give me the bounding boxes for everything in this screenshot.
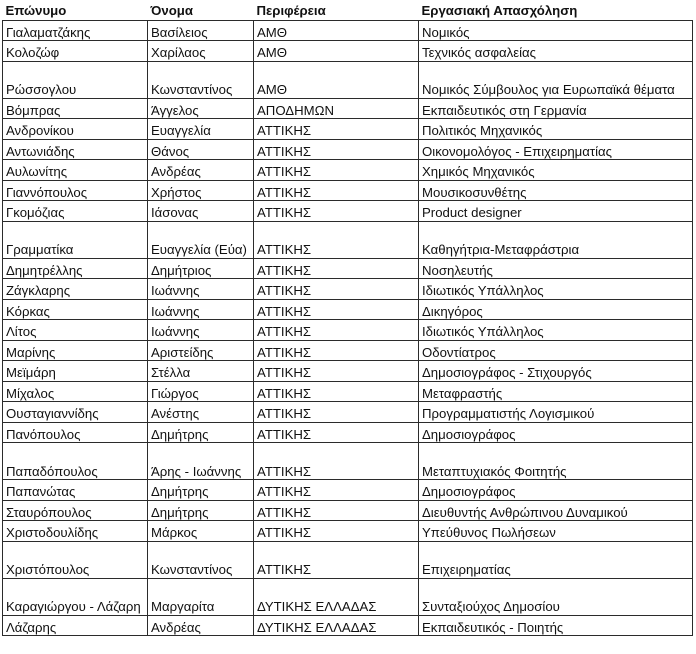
header-occupation: Εργασιακή Απασχόληση — [419, 2, 693, 20]
region-cell: ΑΤΤΙΚΗΣ — [254, 180, 419, 201]
surname-cell: Αυλωνίτης — [3, 160, 148, 181]
surname-cell: Ανδρονίκου — [3, 119, 148, 140]
first-name-cell: Στέλλα — [148, 361, 254, 382]
occupation-cell: Διευθυντής Ανθρώπινου Δυναμικού — [419, 500, 693, 521]
first-name-cell: Χαρίλαος — [148, 41, 254, 62]
table-row — [3, 98, 693, 119]
surname-cell: Σταυρόπουλος — [3, 500, 148, 521]
region-cell: ΑΤΤΙΚΗΣ — [254, 361, 419, 382]
surname-cell: Κόρκας — [3, 299, 148, 320]
surname-cell: Γραμματίκα — [3, 221, 148, 258]
table-row — [3, 180, 693, 201]
region-cell: ΑΠΟΔΗΜΩΝ — [254, 98, 419, 119]
table-row — [3, 41, 693, 62]
occupation-cell: Product designer — [419, 201, 693, 222]
table-header-row — [3, 2, 693, 20]
occupation-cell: Δημοσιογράφος — [419, 422, 693, 443]
first-name-cell: Ευαγγελία — [148, 119, 254, 140]
occupation-cell: Δημοσιογράφος - Στιχουργός — [419, 361, 693, 382]
surname-cell: Λάζαρης — [3, 615, 148, 636]
header-surname: Επώνυμο — [3, 2, 148, 20]
table-row — [3, 480, 693, 501]
first-name-cell: Ιωάννης — [148, 299, 254, 320]
table-row — [3, 443, 693, 480]
first-name-cell: Δημήτρης — [148, 500, 254, 521]
region-cell: ΑΤΤΙΚΗΣ — [254, 480, 419, 501]
table-row — [3, 578, 693, 615]
occupation-cell: Ιδιωτικός Υπάλληλος — [419, 320, 693, 341]
region-cell: ΑΤΤΙΚΗΣ — [254, 201, 419, 222]
occupation-cell: Εκπαιδευτικός στη Γερμανία — [419, 98, 693, 119]
table-row — [3, 139, 693, 160]
first-name-cell: Ανδρέας — [148, 615, 254, 636]
surname-cell: Γκομόζιας — [3, 201, 148, 222]
occupation-cell: Χημικός Μηχανικός — [419, 160, 693, 181]
table-row — [3, 221, 693, 258]
members-table — [2, 2, 693, 636]
first-name-cell: Μάρκος — [148, 521, 254, 542]
table-row — [3, 201, 693, 222]
table-row — [3, 279, 693, 300]
occupation-cell: Πολιτικός Μηχανικός — [419, 119, 693, 140]
region-cell: ΑΤΤΙΚΗΣ — [254, 258, 419, 279]
header-region: Περιφέρεια — [254, 2, 419, 20]
surname-cell: Παπαδόπουλος — [3, 443, 148, 480]
first-name-cell: Γιώργος — [148, 381, 254, 402]
surname-cell: Ρώσσογλου — [3, 61, 148, 98]
table-row — [3, 299, 693, 320]
first-name-cell: Δημήτρης — [148, 422, 254, 443]
surname-cell: Αντωνιάδης — [3, 139, 148, 160]
occupation-cell: Νομικός — [419, 20, 693, 41]
table-body — [3, 20, 693, 636]
region-cell: ΑΜΘ — [254, 61, 419, 98]
region-cell: ΑΤΤΙΚΗΣ — [254, 119, 419, 140]
occupation-cell: Εκπαιδευτικός - Ποιητής — [419, 615, 693, 636]
occupation-cell: Μεταφραστής — [419, 381, 693, 402]
table-row — [3, 500, 693, 521]
region-cell: ΑΤΤΙΚΗΣ — [254, 422, 419, 443]
first-name-cell: Ανέστης — [148, 402, 254, 423]
surname-cell: Κολοζώφ — [3, 41, 148, 62]
region-cell: ΑΤΤΙΚΗΣ — [254, 320, 419, 341]
first-name-cell: Κωνσταντίνος — [148, 61, 254, 98]
table-row — [3, 119, 693, 140]
region-cell: ΑΤΤΙΚΗΣ — [254, 402, 419, 423]
first-name-cell: Μαργαρίτα — [148, 578, 254, 615]
header-first-name: Όνομα — [148, 2, 254, 20]
first-name-cell: Κωνσταντίνος — [148, 541, 254, 578]
region-cell: ΑΤΤΙΚΗΣ — [254, 541, 419, 578]
region-cell: ΑΤΤΙΚΗΣ — [254, 500, 419, 521]
region-cell: ΑΤΤΙΚΗΣ — [254, 340, 419, 361]
occupation-cell: Νοσηλευτής — [419, 258, 693, 279]
table-row — [3, 160, 693, 181]
first-name-cell: Δημήτριος — [148, 258, 254, 279]
surname-cell: Γιαννόπουλος — [3, 180, 148, 201]
occupation-cell: Οικονομολόγος - Επιχειρηματίας — [419, 139, 693, 160]
region-cell: ΑΤΤΙΚΗΣ — [254, 299, 419, 320]
occupation-cell: Δημοσιογράφος — [419, 480, 693, 501]
region-cell: ΑΤΤΙΚΗΣ — [254, 160, 419, 181]
first-name-cell: Ανδρέας — [148, 160, 254, 181]
region-cell: ΔΥΤΙΚΗΣ ΕΛΛΑΔΑΣ — [254, 578, 419, 615]
occupation-cell: Μουσικοσυνθέτης — [419, 180, 693, 201]
region-cell: ΑΜΘ — [254, 41, 419, 62]
occupation-cell: Μεταπτυχιακός Φοιτητής — [419, 443, 693, 480]
table-row — [3, 402, 693, 423]
surname-cell: Χριστόπουλος — [3, 541, 148, 578]
occupation-cell: Συνταξιούχος Δημοσίου — [419, 578, 693, 615]
first-name-cell: Ευαγγελία (Εύα) — [148, 221, 254, 258]
occupation-cell: Οδοντίατρος — [419, 340, 693, 361]
region-cell: ΑΤΤΙΚΗΣ — [254, 521, 419, 542]
table-row — [3, 521, 693, 542]
region-cell: ΑΤΤΙΚΗΣ — [254, 443, 419, 480]
surname-cell: Μεϊμάρη — [3, 361, 148, 382]
table-row — [3, 381, 693, 402]
occupation-cell: Ιδιωτικός Υπάλληλος — [419, 279, 693, 300]
surname-cell: Ζάγκλαρης — [3, 279, 148, 300]
occupation-cell: Καθηγήτρια-Μεταφράστρια — [419, 221, 693, 258]
surname-cell: Γιαλαματζάκης — [3, 20, 148, 41]
surname-cell: Μίχαλος — [3, 381, 148, 402]
first-name-cell: Δημήτρης — [148, 480, 254, 501]
region-cell: ΑΤΤΙΚΗΣ — [254, 139, 419, 160]
region-cell: ΑΤΤΙΚΗΣ — [254, 279, 419, 300]
region-cell: ΑΤΤΙΚΗΣ — [254, 221, 419, 258]
table-row — [3, 320, 693, 341]
surname-cell: Δημητρέλλης — [3, 258, 148, 279]
region-cell: ΑΤΤΙΚΗΣ — [254, 381, 419, 402]
first-name-cell: Χρήστος — [148, 180, 254, 201]
occupation-cell: Τεχνικός ασφαλείας — [419, 41, 693, 62]
table-row — [3, 615, 693, 636]
first-name-cell: Αριστείδης — [148, 340, 254, 361]
first-name-cell: Άρης - Ιωάννης — [148, 443, 254, 480]
surname-cell: Παπανώτας — [3, 480, 148, 501]
region-cell: ΔΥΤΙΚΗΣ ΕΛΛΑΔΑΣ — [254, 615, 419, 636]
occupation-cell: Νομικός Σύμβουλος για Ευρωπαϊκά θέματα — [419, 61, 693, 98]
occupation-cell: Προγραμματιστής Λογισμικού — [419, 402, 693, 423]
table-row — [3, 20, 693, 41]
first-name-cell: Ιάσονας — [148, 201, 254, 222]
first-name-cell: Βασίλειος — [148, 20, 254, 41]
first-name-cell: Θάνος — [148, 139, 254, 160]
table-row — [3, 61, 693, 98]
surname-cell: Ουσταγιαννίδης — [3, 402, 148, 423]
first-name-cell: Ιωάννης — [148, 320, 254, 341]
table-row — [3, 361, 693, 382]
table-row — [3, 541, 693, 578]
table-row — [3, 340, 693, 361]
surname-cell: Λίτος — [3, 320, 148, 341]
region-cell: ΑΜΘ — [254, 20, 419, 41]
occupation-cell: Δικηγόρος — [419, 299, 693, 320]
table-row — [3, 258, 693, 279]
surname-cell: Χριστοδουλίδης — [3, 521, 148, 542]
first-name-cell: Ιωάννης — [148, 279, 254, 300]
document-page — [2, 2, 693, 636]
surname-cell: Πανόπουλος — [3, 422, 148, 443]
surname-cell: Μαρίνης — [3, 340, 148, 361]
first-name-cell: Άγγελος — [148, 98, 254, 119]
occupation-cell: Επιχειρηματίας — [419, 541, 693, 578]
surname-cell: Καραγιώργου - Λάζαρη — [3, 578, 148, 615]
occupation-cell: Υπεύθυνος Πωλήσεων — [419, 521, 693, 542]
surname-cell: Βόμπρας — [3, 98, 148, 119]
table-row — [3, 422, 693, 443]
